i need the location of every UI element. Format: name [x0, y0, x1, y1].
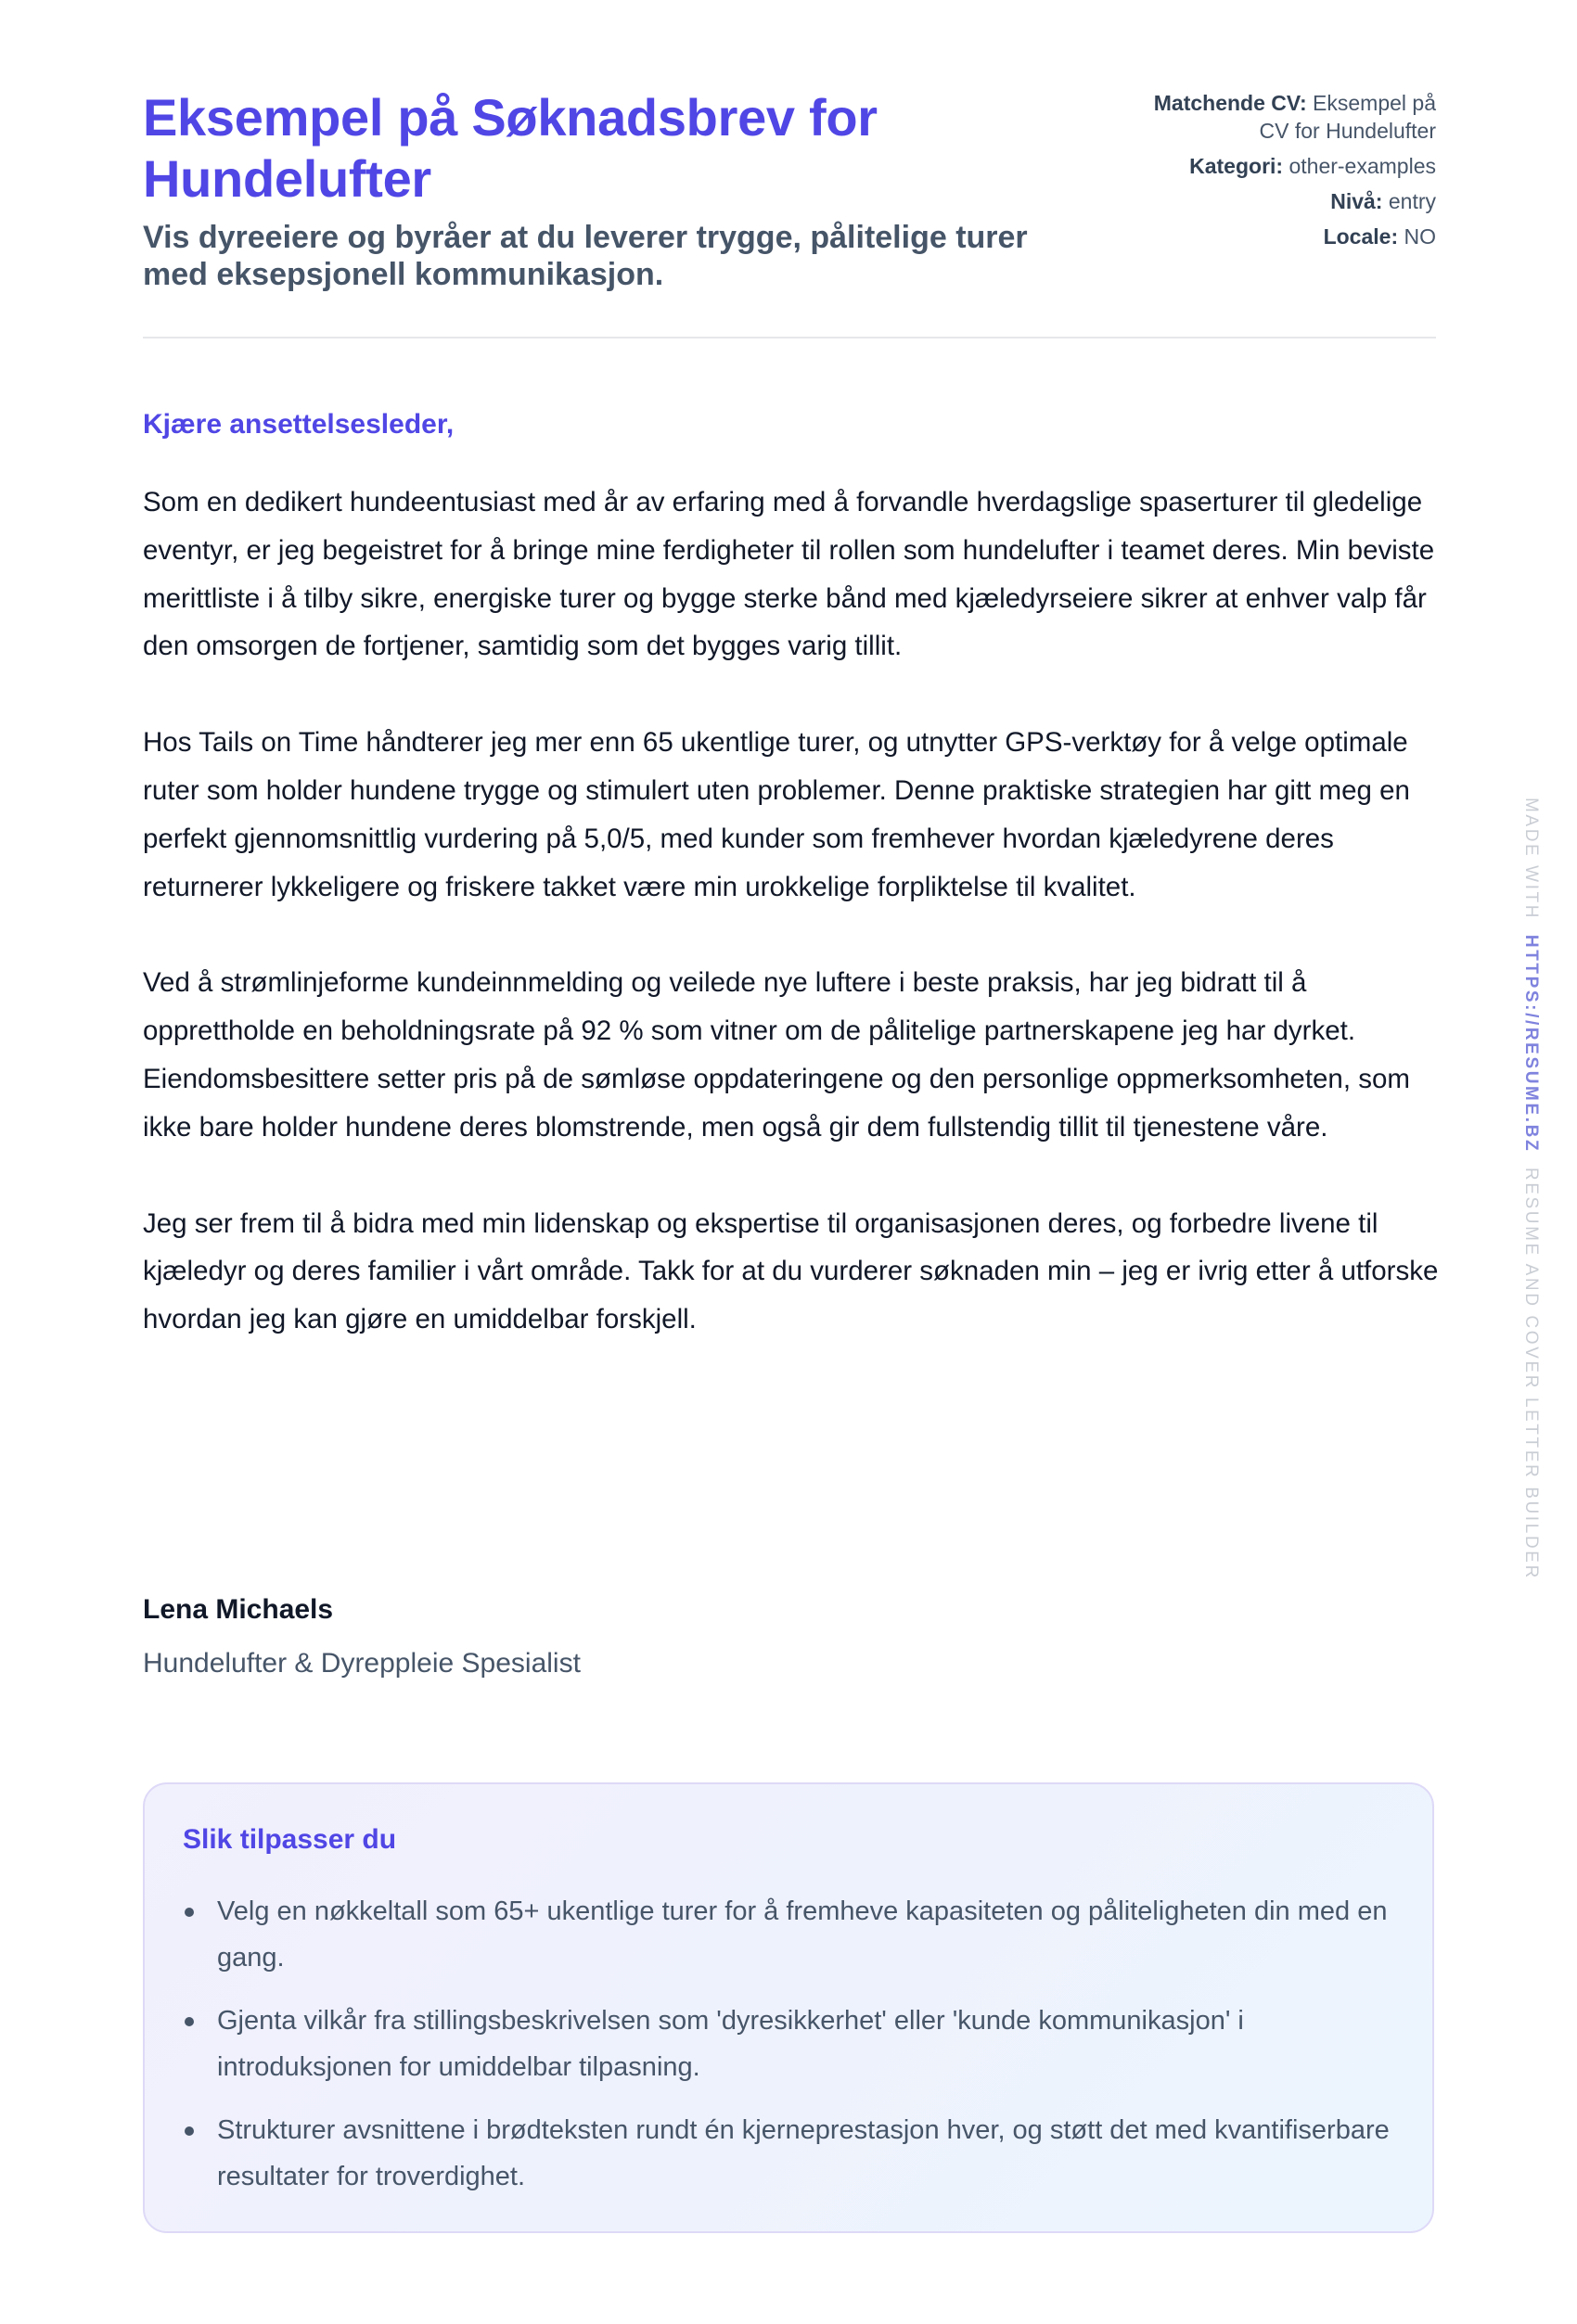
meta-info: [1121, 89, 1436, 258]
meta-value: NO: [1404, 224, 1436, 249]
header-divider: [143, 337, 1436, 338]
letter-paragraph: Jeg ser frem til å bidra med min lidenskap og ekspertise til organisasjonen deres, og forbedre livene til kjæledyr og deres familier i vårt område. Takk for at du vurderer søknaden min – jeg er ivrig etter å utforske hvordan jeg kan gjøre en umiddelbar forskjell.: [143, 1207, 1439, 1335]
tip-text: Velg en nøkkeltall som 65+ ukentlige turer for å fremheve kapasiteten og påliteligheten din med en gang.: [217, 1896, 1388, 1973]
bullet-icon: [185, 1908, 194, 1917]
meta-level: [1121, 187, 1436, 215]
page-title: Eksempel på Søknadsbrev for Hundelufter: [143, 88, 878, 208]
letter-body: [143, 479, 1442, 1392]
tips-list: [183, 1888, 1407, 2216]
tip-item: [183, 1998, 1407, 2090]
tip-item: [183, 2107, 1407, 2200]
meta-label: Kategori:: [1189, 154, 1284, 178]
signature-name: Lena Michaels: [143, 1594, 334, 1625]
document-header: [143, 87, 1436, 310]
letter-paragraph: Hos Tails on Time håndterer jeg mer enn 65 ukentlige turer, og utnytter GPS-verktøy for å velge optimale ruter som holder hundene trygge og stimulert uten problemer. Denne praktiske strategien har gitt meg en perfekt gjennomsnittlig vurdering på 5,0/5, med kunder som fremhever hvordan kjæledyrene deres returnerer lykkeligere og friskere takket være min urokkelige forpliktelse til kvalitet.: [143, 727, 1410, 902]
meta-matching-cv: [1121, 89, 1436, 145]
meta-locale: [1121, 223, 1436, 250]
meta-value: entry: [1388, 189, 1436, 213]
bullet-icon: [185, 2017, 194, 2026]
meta-value: Eksempel på CV for Hundelufter: [1259, 91, 1436, 143]
tips-heading: Slik tilpasser du: [183, 1824, 397, 1855]
resume-bz-link[interactable]: HTTPS://RESUME.BZ: [1521, 934, 1541, 1154]
watermark-prefix: MADE WITH: [1521, 798, 1541, 921]
bullet-icon: [185, 2126, 194, 2136]
meta-category: [1121, 152, 1436, 180]
meta-value: other-examples: [1289, 154, 1436, 178]
letter-greeting: Kjære ansettelsesleder,: [143, 409, 455, 440]
meta-label: Matchende CV:: [1153, 91, 1307, 115]
page-subtitle: Vis dyreeiere og byråer at du leverer trygge, pålitelige turer med eksepsjonell kommunikasjon.: [143, 220, 1028, 292]
tip-item: [183, 1888, 1407, 1981]
signature-title: Hundelufter & Dyreppleie Spesialist: [143, 1648, 581, 1679]
vertical-watermark: [1521, 798, 1541, 1580]
letter-paragraph: Ved å strømlinjeforme kundeinnmelding og veilede nye luftere i beste praksis, har jeg bidratt til å opprettholde en beholdningsrate på 92 % som vitner om de pålitelige partnerskapene jeg har dyrket. Eiendomsbesittere setter pris på de sømløse oppdateringene og den personlige oppmerksomheten, som ikke bare holder hundene deres blomstrende, men også gir dem fullstendig tillit til tjenestene våre.: [143, 967, 1410, 1143]
watermark-suffix: RESUME AND COVER LETTER BUILDER: [1521, 1167, 1541, 1580]
tip-text: Strukturer avsnittene i brødteksten rundt én kjerneprestasjon hver, og støtt det med kvantifiserbare resultater for troverdighet.: [217, 2115, 1390, 2191]
tip-text: Gjenta vilkår fra stillingsbeskrivelsen som 'dyresikkerhet' eller 'kunde kommunikasjon' i introduksjonen for umiddelbar tilpasning.: [217, 2006, 1244, 2082]
watermark-text: [1521, 798, 1540, 1580]
meta-label: Locale:: [1323, 224, 1399, 249]
customization-tips-box: [143, 1782, 1434, 2233]
letter-paragraph: Som en dedikert hundeentusiast med år av erfaring med å forvandle hverdagslige spaserturer til gledelige eventyr, er jeg begeistret for å bringe mine ferdigheter til rollen som hundelufter i teamet deres. Min beviste merittliste i å tilby sikre, energiske turer og bygge sterke bånd med kjæledyrseiere sikrer at enhver valp får den omsorgen de fortjener, samtidig som det bygges varig tillit.: [143, 487, 1435, 662]
meta-label: Nivå:: [1330, 189, 1383, 213]
